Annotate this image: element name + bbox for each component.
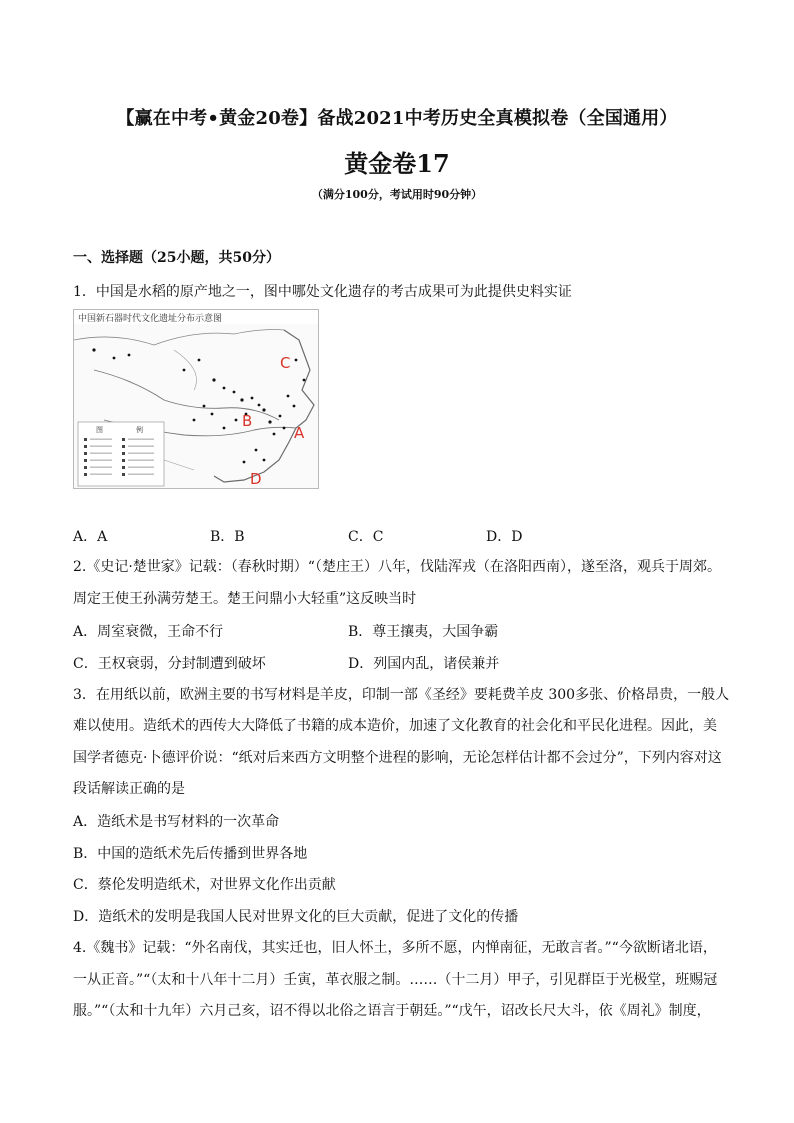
- q3-stem-line: 3．在用纸以前，欧洲主要的书写材料是羊皮，印制一部《圣经》要耗费羊皮 300多张、价格昂贵，一般人: [73, 687, 730, 703]
- q2-stem-line: 2.《史记·楚世家》记载：（春秋时期）“（楚庄王）八年，伐陆浑戎（在洛阳西南），遂至洛，观兵于周郊。: [73, 559, 721, 575]
- q1-option-d[interactable]: D．D: [486, 529, 523, 545]
- neolithic-sites-map: [73, 309, 319, 489]
- q1-option-b[interactable]: B．B: [210, 529, 245, 545]
- northern-border: [74, 330, 284, 346]
- q4-stem-line: 服。”“（太和十九年）六月己亥，诏不得以北俗之语言于朝廷。”“戊午，诏改长尺大斗，依《周礼》制度，: [73, 1003, 711, 1019]
- map-marker-a: A: [294, 424, 305, 442]
- q1-option-c[interactable]: C．C: [348, 529, 384, 545]
- map-marker-c: C: [280, 354, 291, 372]
- q3-stem-line: 难以使用。造纸术的西传大大降低了书籍的成本造价，加速了文化教育的社会化和平民化进程。因此，美: [73, 718, 717, 734]
- q2-option-b[interactable]: B．尊王攘夷，大国争霸: [348, 624, 499, 640]
- q1-stem: 1．中国是水稻的原产地之一，图中哪处文化遗存的考古成果可为此提供史料实证: [73, 284, 572, 300]
- exam-title: 【赢在中考•黄金20卷】备战2021中考历史全真模拟卷（全国通用）: [116, 108, 678, 129]
- q3-option-d[interactable]: D．造纸术的发明是我国人民对世界文化的巨大贡献，促进了文化的传播: [73, 909, 519, 925]
- exam-subtitle: 黄金卷17: [344, 149, 450, 178]
- q3-stem-line: 国学者德克·卜德评价说：“纸对后来西方文明整个进程的影响，无论怎样估计都不会过分”，下列内容对这: [73, 750, 722, 766]
- q4-stem-line: 一从正音。”“（太和十八年十二月）壬寅，革衣服之制。……（十二月）甲子，引见群臣于光极堂，班赐冠: [73, 972, 718, 988]
- map-marker-b: B: [242, 412, 253, 430]
- legend-title-b: 例: [136, 426, 143, 434]
- map-legend-box: [78, 422, 164, 486]
- q2-option-d[interactable]: D．列国内乱，诸侯兼并: [348, 656, 500, 672]
- section-heading: 一、选择题（25小题，共50分）: [73, 250, 280, 266]
- q3-option-a[interactable]: A．造纸术是书写材料的一次革命: [73, 814, 280, 830]
- q3-option-c[interactable]: C．蔡伦发明造纸术，对世界文化作出贡献: [73, 877, 336, 893]
- map-marker-d: D: [250, 470, 262, 488]
- q3-stem-line: 段话解读正确的是: [73, 781, 185, 797]
- q2-option-c[interactable]: C．王权衰弱，分封制遭到破坏: [73, 656, 266, 672]
- q4-stem-line: 4.《魏书》记载：“外名南伐，其实迁也，旧人怀土，多所不愿，内惮南征，无敢言者。”“今欲断诸北语，: [73, 940, 717, 956]
- map-title: 中国新石器时代文化遗址分布示意图: [78, 314, 223, 324]
- q2-option-a[interactable]: A．周室衰微，王命不行: [73, 624, 224, 640]
- q3-option-b[interactable]: B．中国的造纸术先后传播到世界各地: [73, 846, 308, 862]
- map-graphic: [74, 310, 318, 488]
- exam-score-note: （满分100分，考试用时90分钟）: [311, 188, 483, 201]
- q2-stem-line: 周定王使王孙满劳楚王。楚王问鼎小大轻重”这反映当时: [73, 591, 417, 607]
- q1-option-a[interactable]: A．A: [73, 529, 108, 545]
- legend-title-a: 图: [96, 426, 103, 434]
